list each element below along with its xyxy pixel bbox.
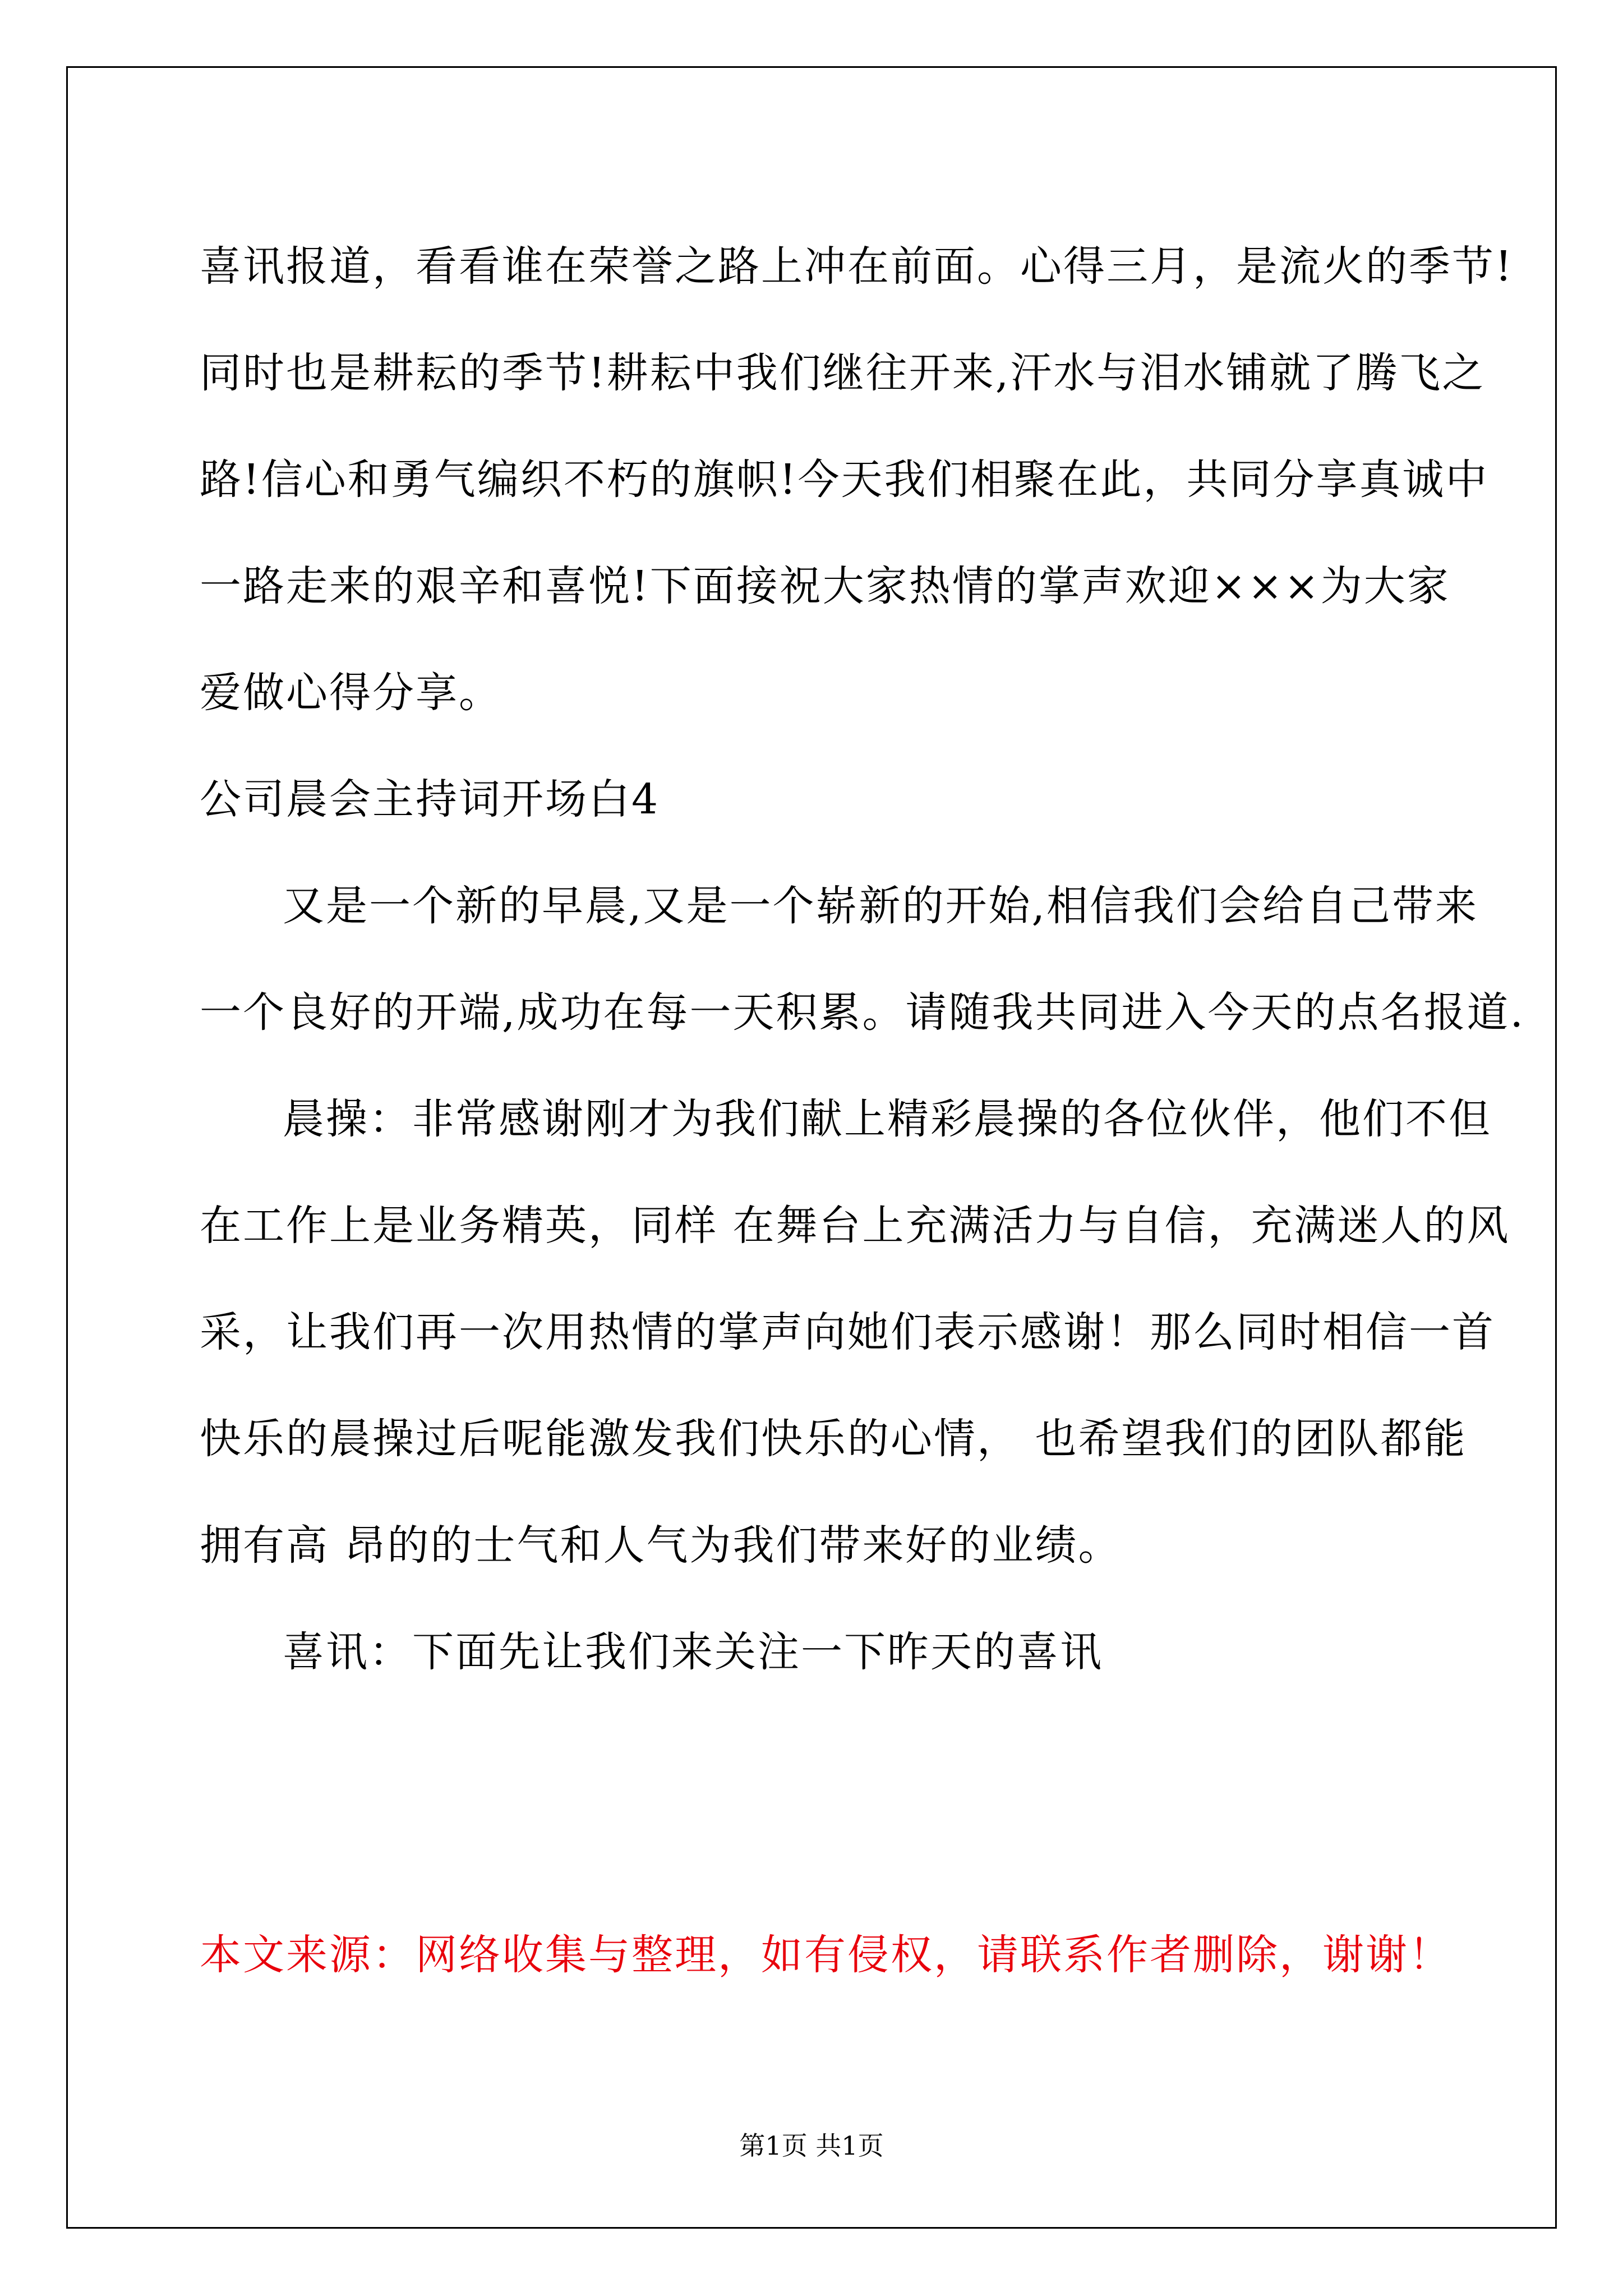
body-line: 爱做心得分享。 xyxy=(200,669,502,717)
body-line: 一路走来的艰辛和喜悦!下面接祝大家热情的掌声欢迎×××为大家 xyxy=(200,562,1450,610)
body-line: 一个良好的开端,成功在每一天积累。请随我共同进入今天的点名报道. xyxy=(200,988,1525,1037)
document-body xyxy=(200,213,1525,1705)
body-line: 在工作上是业务精英，同样 在舞台上充满活力与自信，充满迷人的风 xyxy=(200,1202,1510,1250)
body-line: 拥有高 昂的的士气和人气为我们带来好的业绩。 xyxy=(200,1521,1122,1570)
page-number-footer: 第1页 共1页 xyxy=(739,2131,884,2161)
body-line: 采，让我们再一次用热情的掌声向她们表示感谢！那么同时相信一首 xyxy=(200,1308,1495,1356)
paragraph-first-line: 喜讯：下面先让我们来关注一下昨天的喜讯 xyxy=(283,1628,1103,1676)
source-notice: 本文来源：网络收集与整理，如有侵权，请联系作者删除，谢谢！ xyxy=(200,1931,1452,1979)
body-line: 喜讯报道，看看谁在荣誉之路上冲在前面。心得三月，是流火的季节! xyxy=(200,242,1514,291)
section-heading: 公司晨会主持词开场白4 xyxy=(200,775,660,823)
paragraph-first-line: 晨操：非常感谢刚才为我们献上精彩晨操的各位伙伴，他们不但 xyxy=(283,1095,1492,1143)
body-line: 同时也是耕耘的季节!耕耘中我们继往开来,汗水与泪水铺就了腾飞之 xyxy=(200,349,1486,397)
body-line: 路!信心和勇气编织不朽的旗帜!今天我们相聚在此，共同分享真诚中 xyxy=(200,455,1489,504)
paragraph-first-line: 又是一个新的早晨,又是一个崭新的开始,相信我们会给自己带来 xyxy=(283,882,1479,930)
body-line: 快乐的晨操过后呢能激发我们快乐的心情， 也希望我们的团队都能 xyxy=(200,1415,1467,1463)
